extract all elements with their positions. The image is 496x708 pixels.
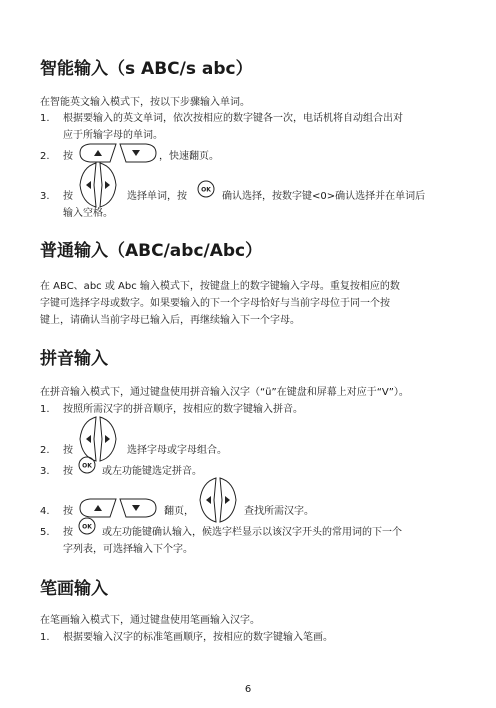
smart-step1-number: 1. — [40, 113, 50, 124]
page-number: 6 — [244, 684, 252, 695]
smart-intro: 在智能英文输入模式下，按以下步骤输入单词。 — [40, 97, 250, 108]
pinyin-step2-rest: 选择字母或字母组合。 — [127, 445, 227, 456]
down-arrow-icon — [132, 150, 140, 156]
left-right-keys-icon — [196, 476, 240, 524]
pinyin-intro: 在拼音输入模式下，通过键盘使用拼音输入汉字（“ü”在键盘和屏幕上对应于“V”）。 — [40, 387, 409, 398]
svg-text:OK: OK — [201, 186, 211, 194]
smart-step1-line2: 应于所输字母的单词。 — [63, 130, 163, 141]
heading-normal-input: 普通输入（ABC/abc/Abc） — [40, 241, 263, 261]
svg-text:OK: OK — [82, 462, 92, 470]
smart-step3-rest: 确认选择，按数字键<0>确认选择并在单词后 — [222, 191, 426, 202]
normal-line1: 在 ABC、abc 或 Abc 输入模式下，按键盘上的数字键输入字母。重复按相应的数 — [40, 281, 400, 292]
smart-step2-press: 按 — [63, 151, 73, 162]
pinyin-step3-rest: 或左功能键选定拼音。 — [102, 466, 202, 477]
pinyin-step5-number: 5. — [40, 527, 50, 538]
pinyin-step4-press: 按 — [63, 506, 73, 517]
pinyin-step3-number: 3. — [40, 466, 50, 477]
right-arrow-icon — [105, 435, 110, 443]
left-arrow-icon — [206, 496, 211, 504]
pinyin-step5-line2: 字列表，可选择输入下个字。 — [63, 544, 193, 555]
smart-step3-line2: 输入空格。 — [63, 208, 113, 219]
normal-line2: 字键可选择字母或数字。如果要输入的下一个字母恰好与当前字母位于同一个按 — [40, 298, 390, 309]
smart-step3-mid: 选择单词，按 — [127, 191, 187, 202]
heading-stroke-input: 笔画输入 — [40, 579, 108, 599]
left-right-keys-icon — [76, 161, 120, 209]
pinyin-step2-number: 2. — [40, 445, 50, 456]
smart-step2-number: 2. — [40, 151, 50, 162]
smart-step3-number: 3. — [40, 191, 50, 202]
up-down-keys-icon — [78, 497, 158, 519]
pinyin-step4-number: 4. — [40, 506, 50, 517]
stroke-step1: 根据要输入汉字的标准笔画顺序，按相应的数字键输入笔画。 — [63, 632, 333, 643]
pinyin-step5-press: 按 — [63, 527, 73, 538]
smart-step2-rest: ，快速翻页。 — [159, 151, 219, 162]
pinyin-step1: 按照所需汉字的拼音顺序，按相应的数字键输入拼音。 — [63, 404, 303, 415]
down-arrow-icon — [132, 505, 140, 511]
heading-pinyin-input: 拼音输入 — [40, 349, 108, 369]
up-arrow-icon — [94, 505, 102, 511]
pinyin-step4-rest: 查找所需汉字。 — [244, 506, 314, 517]
left-arrow-icon — [86, 181, 91, 189]
stroke-intro: 在笔画输入模式下，通过键盘使用笔画输入汉字。 — [40, 615, 260, 626]
ok-key-icon — [197, 180, 215, 198]
ok-key-icon — [78, 456, 96, 474]
pinyin-step3-press: 按 — [63, 466, 73, 477]
normal-line3: 键上，请确认当前字母已输入后，再继续输入下一个字母。 — [40, 315, 300, 326]
left-arrow-icon — [86, 435, 91, 443]
smart-step3-press: 按 — [63, 191, 73, 202]
right-arrow-icon — [105, 181, 110, 189]
ok-key-icon — [78, 517, 96, 535]
right-arrow-icon — [225, 496, 230, 504]
heading-smart-input: 智能输入（s ABC/s abc） — [40, 59, 253, 79]
up-arrow-icon — [94, 150, 102, 156]
svg-text:OK: OK — [82, 523, 92, 531]
stroke-step1-number: 1. — [40, 632, 50, 643]
pinyin-step4-mid: 翻页， — [164, 506, 194, 517]
pinyin-step1-number: 1. — [40, 404, 50, 415]
pinyin-step2-press: 按 — [63, 445, 73, 456]
pinyin-step5-rest: 或左功能键确认输入，候选字栏显示以该汉字开头的常用词的下一个 — [102, 527, 402, 538]
smart-step1-line1: 根据要输入的英文单词，依次按相应的数字键各一次，电话机将自动组合出对 — [63, 113, 403, 124]
